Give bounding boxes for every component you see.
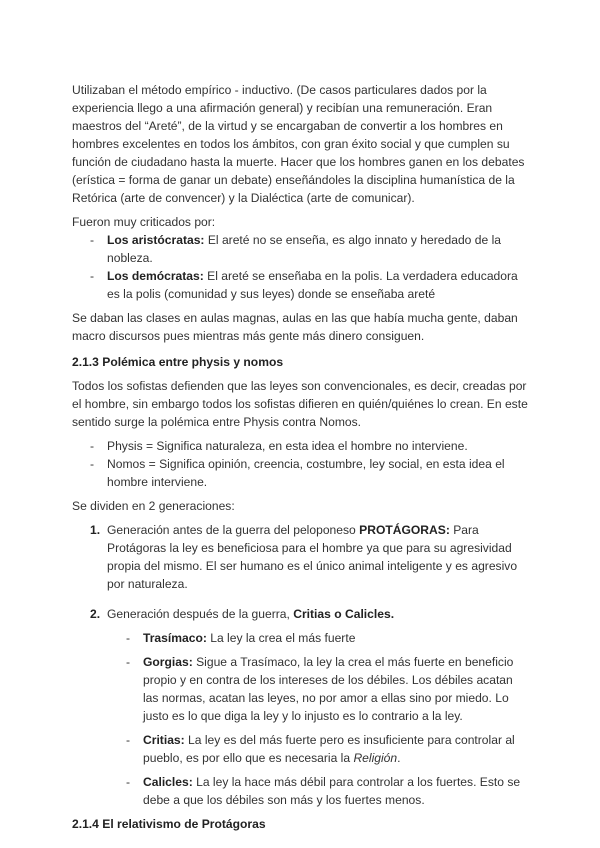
generacion-1: 1. Generación antes de la guerra del peloponeso PROTÁGORAS: Para Protágoras la ley es beneficiosa para el hombre ya que para su agresividad propia del mismo. El ser humano es el único animal inteligente y es agresivo por naturaleza. (90, 523, 518, 591)
generacion-2: 2. Generación después de la guerra, Critias o Calicles. - Trasímaco: La ley la crea el más fuerte - Gorgias: Sigue a Trasímaco, la ley la crea el más fuerte en beneficio propio y en contra de los intereses de los débiles. Los débiles acatan las normas, acatan las leyes, no por amor a ellas sino por miedo. Lo justo es lo que diga la ley y lo injusto es lo contrario a la ley. - Critias: La ley es del más fuerte pero es insuficiente para controlar al pueblo, es por ello que es necesaria la Religión. - Calicles: La ley la hace más débil para controlar a los fuertes. Esto se debe a que los débiles son más y los fuertes menos. (72, 605, 528, 809)
criticas-list (72, 231, 528, 303)
paragraph-generaciones: Se dividen en 2 generaciones: (72, 499, 235, 513)
paragraph-sofistas: Todos los sofistas defienden que las leyes son convencionales, es decir, creadas por el hombre, sin embargo todos los sofistas difieren en quién/quiénes lo crean. En este sentido surge la polémica entre Physis contra Nomos. (72, 379, 528, 429)
list-item: - Calicles: La ley la hace más débil para controlar a los fuertes. Esto se debe a que los débiles son más y los fuertes menos. (72, 773, 528, 809)
section-heading-relativismo: 2.1.4 El relativismo de Protágoras (72, 817, 266, 831)
list-item: - Physis = Significa naturaleza, en esta idea el hombre no interviene. (72, 437, 528, 455)
list-item: - Critias: La ley es del más fuerte pero es insuficiente para controlar al pueblo, es por ello que es necesaria la Religión. (72, 731, 528, 767)
list-item: - Gorgias: Sigue a Trasímaco, la ley la crea el más fuerte en beneficio propio y en contra de los intereses de los débiles. Los débiles acatan las normas, acatan las leyes, no por amor a ellas sino por miedo. Lo justo es lo que diga la ley y lo injusto es lo contrario a la ley. (72, 653, 528, 725)
list-item: - Los aristócratas: El areté no se enseña, es algo innato y heredado de la nobleza. (72, 231, 528, 267)
list-item: - Los demócratas: El areté se enseñaba en la polis. La verdadera educadora es la polis (comunidad y sus leyes) donde se enseñaba areté (72, 267, 528, 303)
paragraph-criticas-intro: Fueron muy criticados por: (72, 215, 216, 229)
list-item: - Nomos = Significa opinión, creencia, costumbre, ley social, en esta idea el hombre interviene. (72, 455, 528, 491)
list-item: - Trasímaco: La ley la crea el más fuerte (72, 629, 528, 647)
generaciones-list (72, 521, 528, 809)
paragraph-metodo: Utilizaban el método empírico - inductivo. (De casos particulares dados por la experiencia llego a una afirmación general) y recibían una remuneración. Eran maestros del “Areté”, de la virtud y se encargaban de convertir a los hombres en hombres excelentes en todos los ámbitos, con gran éxito social y que cumplen su función de ciudadano hasta la muerte. Hacer que los hombres ganen en los debates (erística = forma de ganar un debate) enseñándoles la disciplina humanística de la Retórica (arte de convencer) y la Dialéctica (arte de comunicar). (72, 83, 525, 205)
section-heading-physis-nomos: 2.1.3 Polémica entre physis y nomos (72, 355, 284, 369)
physis-nomos-list (72, 437, 528, 491)
generacion-2-sublist (72, 629, 528, 809)
paragraph-clases: Se daban las clases en aulas magnas, aulas en las que había mucha gente, daban macro discursos pues mientras más gente más dinero consiguen. (72, 311, 518, 343)
document-content (72, 81, 528, 839)
